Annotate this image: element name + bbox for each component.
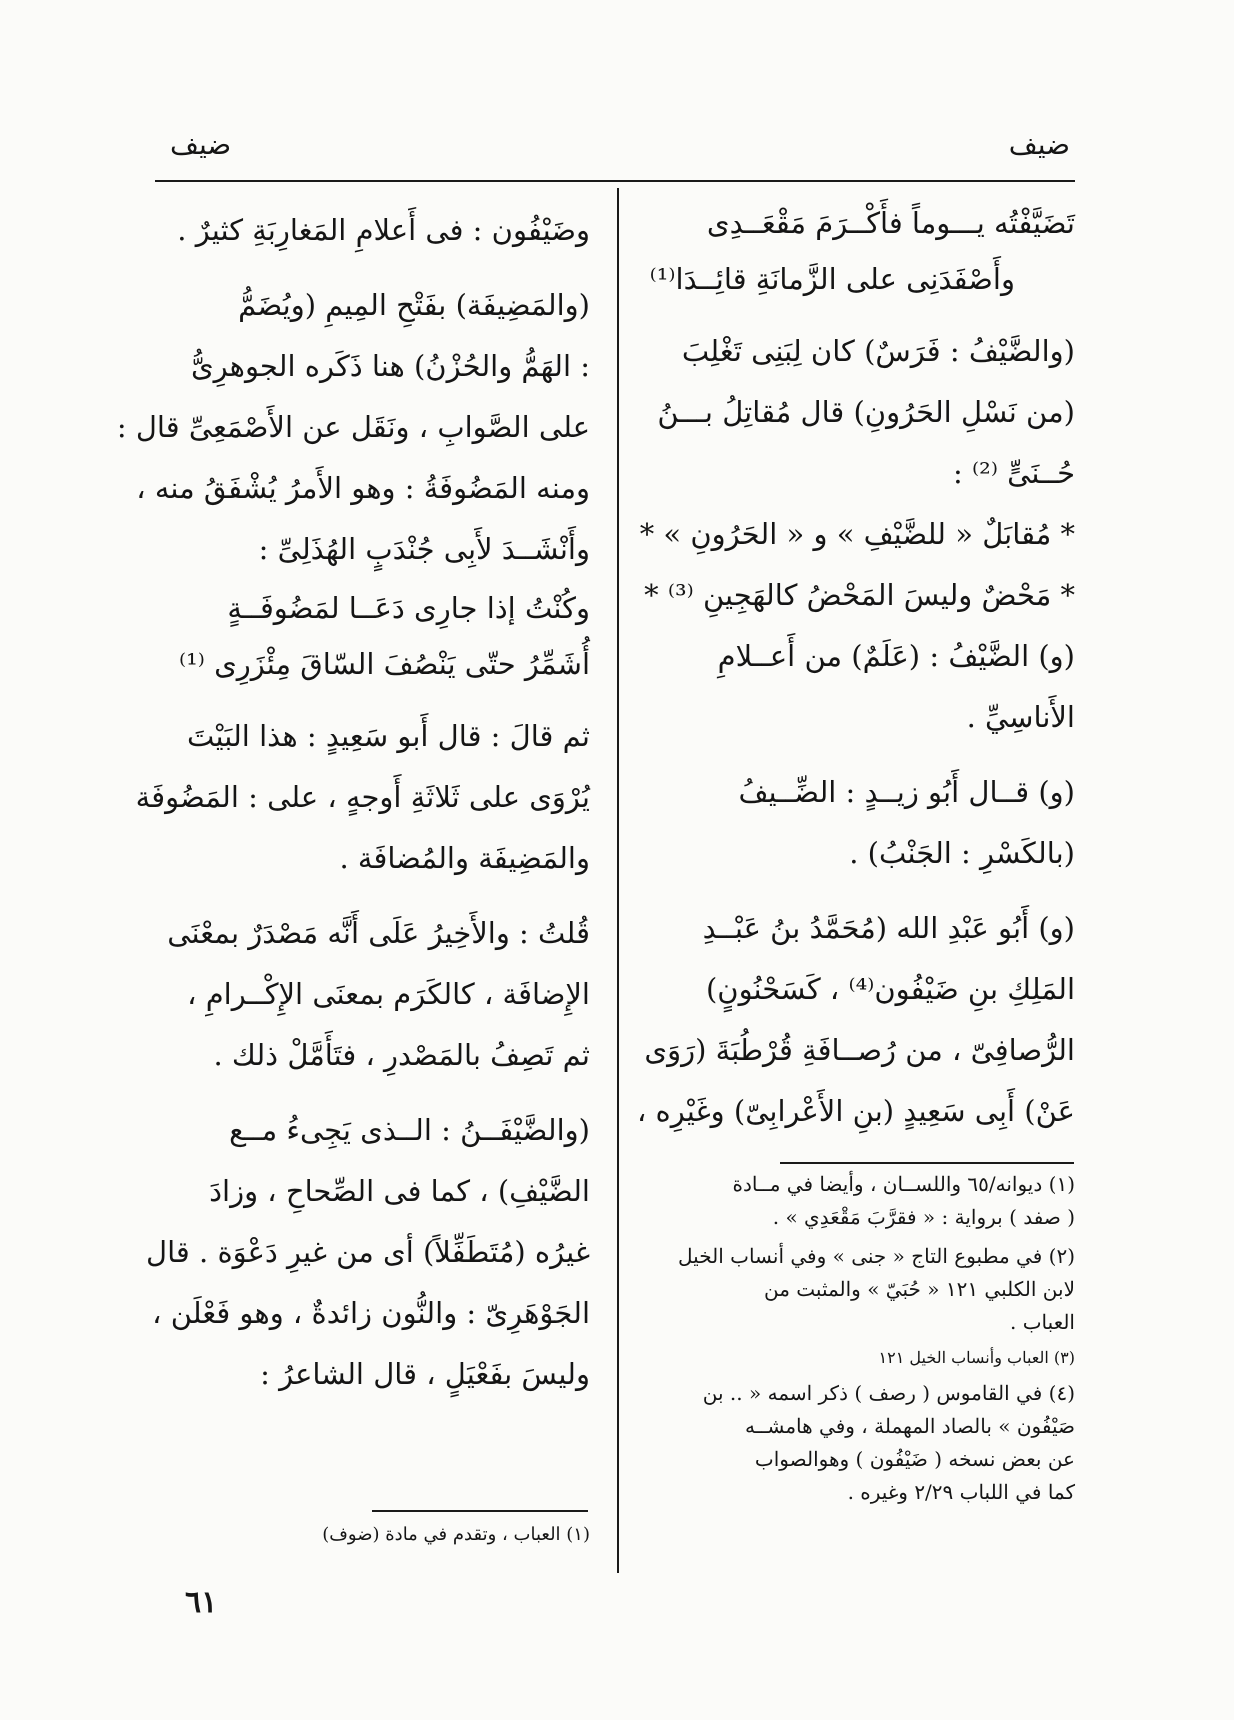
text-line: الضَّيْفِ) ، كما فى الصِّحاحِ ، وزادَ — [209, 1174, 590, 1208]
text-line: قُلتُ : والأَخِيرُ عَلَى أَنَّه مَصْدَرٌ بمعْنَى — [167, 916, 590, 950]
footnote-line: العباب . — [1010, 1310, 1075, 1334]
text-line: : الهَمُّ والحُزْنُ) هنا ذَكَره الجوهرِىُّ — [190, 349, 590, 383]
text-line: ثم تَصِفُ بالمَصْدرِ ، فتَأَمَّلْ ذلك . — [213, 1038, 590, 1072]
footnote — [650, 1168, 1075, 1234]
text-line: (من نَسْلِ الحَرُونِ) قال مُقاتِلُ بـــنُ — [657, 395, 1075, 429]
footnote-line: عن بعض نسخه ( ضَيْفُون ) وهوالصواب — [754, 1447, 1075, 1471]
footnote-rule-left — [372, 1510, 588, 1512]
running-header-left: ضيف — [170, 128, 232, 161]
text-line: تَضَيَّفْتُه يـــوماً فأَكْــرَمَ مَقْعَــدِى — [706, 206, 1075, 240]
running-header-right: ضيف — [1008, 128, 1070, 161]
footnote-line: (٢) في مطبوع التاج « جنى » وفي أنساب الخيل — [678, 1244, 1075, 1268]
left-footnotes — [265, 1518, 590, 1551]
text-line: (و) الضَّيْفُ : (عَلَمٌ) من أَعــلامِ — [717, 639, 1075, 673]
left-column — [116, 200, 590, 1405]
text-line: (و) قــال أَبُو زيــدٍ : الضِّــيفُ — [738, 775, 1075, 809]
text-line: عَنْ) أَبِى سَعِيدٍ (بنِ الأَعْرابِىّ) وغَيْرِه ، — [636, 1094, 1075, 1128]
footnote-line: ( صفد ) برواية : « فقرَّبَ مَقْعَدِي » . — [772, 1205, 1075, 1229]
text-line: يُرْوَى على ثَلاثَةِ أَوجهٍ ، على : المَضُوفَة — [135, 780, 590, 814]
footnote-line: (١) ديوانه/٦٥ واللســان ، وأيضا في مــادة — [732, 1172, 1075, 1196]
text-line: أُشَمِّرُ حتّى يَنْصُفَ السّاقَ مِئْزَرِى ⁽¹⁾ — [178, 647, 590, 681]
text-line: المَلِكِ بنِ ضَيْفُون⁽⁴⁾ ، كَسَحْنُونٍ) — [705, 972, 1075, 1006]
footnote-line: (٤) في القاموس ( رصف ) ذكر اسمه « .. بن — [702, 1381, 1075, 1405]
column-divider — [617, 188, 619, 1573]
footnote — [650, 1377, 1075, 1509]
text-line: الأَناسِيِّ . — [966, 700, 1075, 734]
text-line: وكُنْتُ إذا جارِى دَعَــا لمَضُوفَــةٍ — [227, 591, 590, 625]
text-line: حُــنَىٍّ ⁽²⁾ : — [953, 456, 1075, 490]
text-line: (و) أَبُو عَبْدِ الله (مُحَمَّدُ بنُ عَبْــدِ — [702, 911, 1075, 945]
text-line: الجَوْهَرِىّ : والنُّون زائدةٌ ، وهو فَعْلَن ، — [152, 1296, 590, 1330]
header-rule — [155, 180, 1075, 182]
footnote-line: كما في اللباب ٢/٢٩ وغيره . — [847, 1480, 1075, 1504]
text-line: غيرُه (مُتَطَفِّلاً) أى من غيرِ دَعْوَة . قال — [146, 1235, 590, 1269]
text-line: وليسَ بفَعْيَلٍ ، قال الشاعرُ : — [260, 1357, 590, 1391]
footnote-rule-right — [780, 1162, 1074, 1164]
text-line: على الصَّوابِ ، ونَقَل عن الأَصْمَعِىِّ قال : — [116, 410, 590, 444]
footnote — [650, 1240, 1075, 1339]
text-line: وأَنْشَــدَ لأَبِى جُنْدَبٍ الهُذَلِىِّ : — [258, 532, 590, 566]
text-line: (والمَضِيفَة) بفَتْحِ المِيمِ (ويُضَمُّ — [238, 288, 590, 322]
right-footnotes — [650, 1168, 1075, 1515]
text-line: * مُقابَلٌ « للضَّيْفِ » و « الحَرُونِ » * — [639, 517, 1075, 551]
footnote-line: لابن الكلبي ١٢١ « حُبَيّ » والمثبت من — [763, 1277, 1075, 1301]
right-column — [636, 195, 1075, 1142]
text-line: والمَضِيفَة والمُضافَة . — [339, 841, 590, 875]
text-line: الإِضافَة ، كالكَرَم بمعنَى الإِكْــرامِ ، — [187, 977, 590, 1011]
text-line: وضَيْفُون : فى أَعلامِ المَغارِبَةِ كثيرٌ . — [177, 213, 590, 247]
text-line: (بالكَسْرِ : الجَنْبُ) . — [849, 836, 1075, 870]
footnote-line: (٣) العباب وأنساب الخيل ١٢١ — [878, 1348, 1075, 1367]
text-line: الرُّصافِىّ ، من رُصــافَةِ قُرْطُبَةَ (رَوَى — [644, 1033, 1075, 1067]
page-number: ٦١ — [185, 1585, 218, 1620]
text-line: ومنه المَضُوفَةُ : وهو الأَمرُ يُشْفَقُ منه ، — [136, 471, 590, 505]
text-line: ثم قالَ : قال أَبو سَعِيدٍ : هذا البَيْتَ — [186, 719, 590, 753]
footnote-line: (١) العباب ، وتقدم في مادة (ضوف) — [322, 1524, 590, 1545]
footnote — [650, 1345, 1075, 1371]
footnote-line: صَيْفُون » بالصاد المهملة ، وفي هامشــه — [745, 1414, 1075, 1438]
text-line: وأَصْفَدَنِى على الزَّمانَةِ قائِــدَا⁽¹⁾ — [649, 262, 1015, 296]
text-line: (والضَّيْفُ : فَرَسٌ) كان لِبَنِى تَغْلِبَ — [681, 334, 1075, 368]
text-line: * مَحْضٌ وليسَ المَحْضُ كالهَجِينِ ⁽³⁾ * — [644, 578, 1075, 612]
text-line: (والضَّيْفَــنُ : الــذى يَجِىءُ مــع — [229, 1113, 590, 1147]
